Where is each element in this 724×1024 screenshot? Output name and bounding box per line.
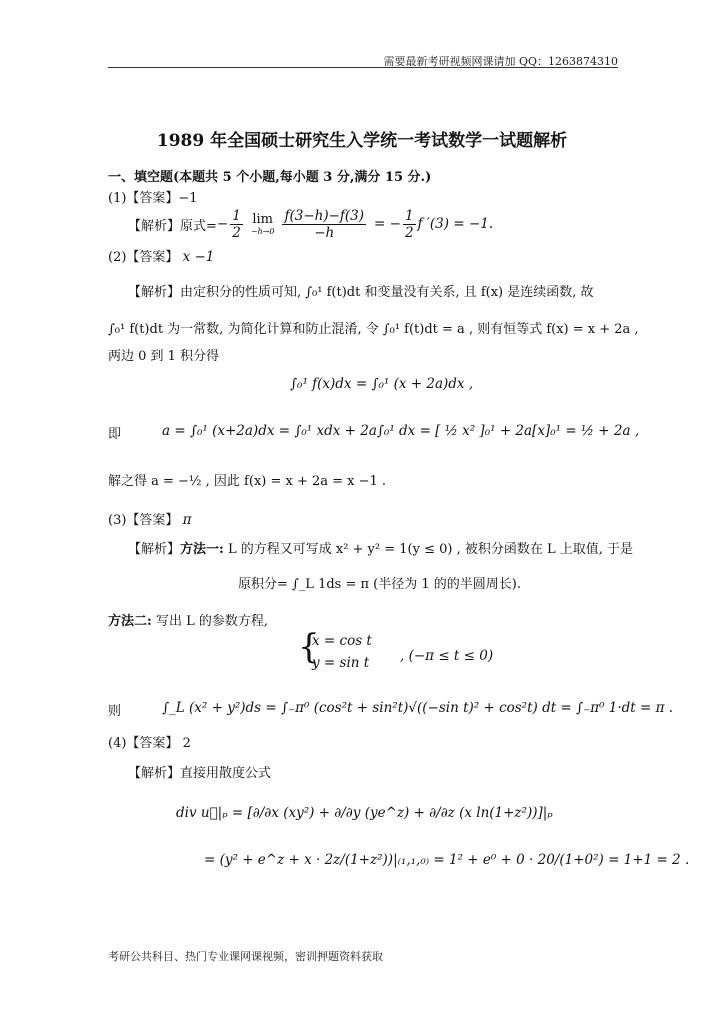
q2-result: 解之得 a = −½ , 因此 f(x) = x + 2a = x −1 . [108,474,387,489]
q2-ji-label: 即 [108,427,122,442]
q3-method2 [108,610,268,629]
q4-divergence-def: div u⃗|ₚ = [∂/∂x (xy²) + ∂/∂y (ye^z) + ∂/∂z (x ln(1+z²))]|ₚ [176,805,553,821]
q3-method2-label: 方法二: [108,614,152,629]
q1-minus: − [216,216,229,232]
q2-line2: ∫₀¹ f(t)dt 为一常数, 为简化计算和防止混淆, 令 ∫₀¹ f(t)dt = a , 则有恒等式 f(x) = x + 2a , [108,322,639,337]
q1-answer: (1)【答案】−1 [108,191,198,206]
header-text: 需要最新考研视频网课请加 QQ：1263874310 [383,55,618,68]
footer-text: 考研公共科目、热门专业课网课视频，密训押题资料获取 [108,950,383,963]
q3-method1-label: 方法一: [180,542,224,557]
q1-half-fraction-2 [403,208,416,241]
q1-lim-word: lim [252,212,273,227]
q1-analysis-label: 【解析】原式= [128,218,217,234]
q3-answer-label: (3)【答案】 [108,513,179,528]
q1-half2-den: 2 [404,224,414,241]
q2-solve-a: a = ∫₀¹ (x+2a)dx = ∫₀¹ xdx + 2a∫₀¹ dx = [ ½ x² ]₀¹ + 2a[x]₀¹ = ½ + 2a , [162,423,640,439]
q1-dq-den: −h [314,224,335,241]
q4-divergence-eval: = (y² + e^z + x · 2z/(1+z²))|₍₁,₁,₀₎ = 1² + e⁰ + 0 · 20/(1+0²) = 1+1 = 2 . [204,852,690,868]
q4-analysis: 【解析】直接用散度公式 [128,766,272,781]
q2-line3: 两边 0 到 1 积分得 [108,349,220,364]
q4-answer-label: (4)【答案】 [108,736,179,751]
q3-brace: { [298,627,320,667]
q3-method2-text: 写出 L 的参数方程, [151,614,268,629]
q3-param-y: y = sin t [312,655,370,671]
q1-tail: f ′(3) = −1. [417,216,494,232]
q4-answer-value: 2 [182,736,191,751]
section-heading: 一、填空题(本题共 5 个小题,每小题 3 分,满分 15 分.) [108,170,432,185]
q3-analysis-label: 【解析】 [128,542,181,557]
q1-eq2: = − [374,216,401,232]
q2-answer-label: (2)【答案】 [108,250,179,265]
q1-half-num: 1 [232,207,241,224]
q3-ze-label: 则 [108,704,122,719]
q1-diff-quotient [282,208,366,241]
q3-method1-text: L 的方程又可写成 x² + y² = 1(y ≤ 0) , 被积分函数在 L 上取值, 于是 [223,542,634,557]
q1-half-den: 2 [232,224,241,241]
q3-integral-result: 原积分= ∫_L 1ds = π (半径为 1 的的半圆周长). [238,577,521,592]
q3-line-integral: ∫_L (x² + y²)ds = ∫₋π⁰ (cos²t + sin²t)√((−sin t)² + cos²t) dt = ∫₋π⁰ 1·dt = π . [162,700,674,716]
q3-answer-value: π [182,512,192,528]
q2-answer [108,246,214,265]
q1-limit [251,212,275,236]
q1-lim-sub: −h→0 [250,227,275,236]
q4-answer [108,732,191,751]
q3-param-x: x = cos t [312,633,372,649]
header-divider [108,67,618,68]
page-title: 1989 年全国硕士研究生入学统一考试数学一试题解析 [156,131,568,151]
q3-param-range: , (−π ≤ t ≤ 0) [400,648,494,664]
q1-half-fraction [230,208,243,241]
q3-answer [108,509,191,528]
q2-answer-value: x −1 [182,249,215,265]
q1-half2-num: 1 [404,207,414,224]
q3-method1 [128,538,633,557]
q2-line1: 【解析】由定积分的性质可知, ∫₀¹ f(t)dt 和变量没有关系, 且 f(x) 是连续函数, 故 [128,285,594,300]
q2-integral-eq: ∫₀¹ f(x)dx = ∫₀¹ (x + 2a)dx , [290,376,474,392]
q1-dq-num: f(3−h)−f(3) [284,207,365,224]
q1-analysis [128,204,493,244]
q3-param-system [298,627,372,671]
